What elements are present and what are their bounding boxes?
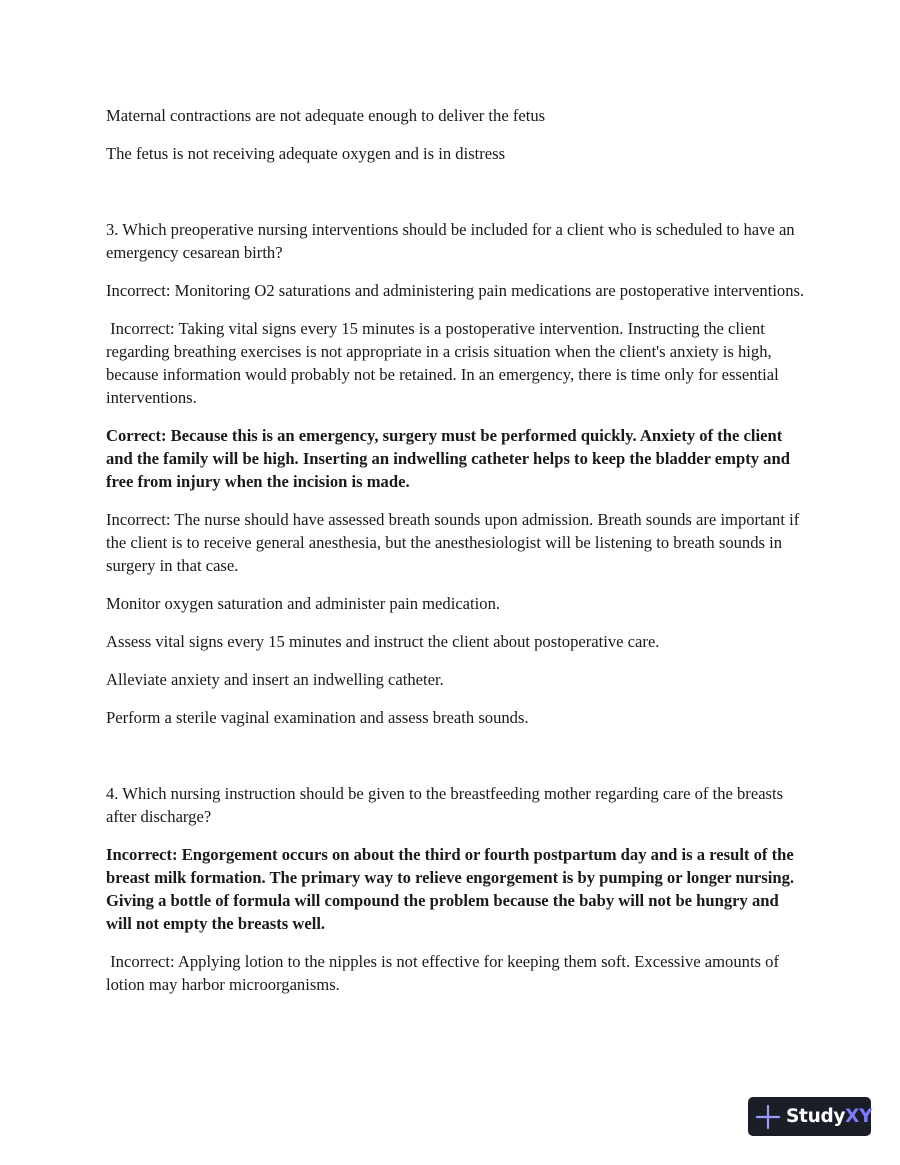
studyxy-watermark[interactable]	[748, 1097, 871, 1136]
feedback-paragraph: Incorrect: Monitoring O2 saturations and administering pain medications are postoperative interventions.	[106, 281, 805, 300]
feedback-paragraph: Incorrect: The nurse should have assessed breath sounds upon admission. Breath sounds are important if the client is to receive general anesthesia, but the anesthesiologist will be listening to breath sounds in surgery in that case.	[106, 510, 804, 575]
question-3: 3. Which preoperative nursing interventions should be included for a client who is scheduled to have an emergency cesarean birth?	[106, 220, 799, 262]
feedback-paragraph: Incorrect: Taking vital signs every 15 minutes is a postoperative intervention. Instructing the client regarding breathing exercises is not appropriate in a crisis situation when the client's anxiety is high, because information would probably not be retained. In an emergency, there is time only for essential interventions.	[106, 319, 783, 407]
section-gap	[106, 744, 806, 782]
question-4: 4. Which nursing instruction should be given to the breastfeeding mother regarding care of the breasts after discharge?	[106, 784, 788, 826]
feedback-correct: Correct: Because this is an emergency, surgery must be performed quickly. Anxiety of the client and the family will be high. Inserting an indwelling catheter helps to keep the bladder empty and free from injury when the incision is made.	[106, 426, 795, 491]
answer-option: Alleviate anxiety and insert an indwelling catheter.	[106, 670, 444, 689]
answer-option: Maternal contractions are not adequate enough to deliver the fetus	[106, 106, 546, 125]
section-gap	[106, 180, 806, 218]
brand-name-main: Study	[786, 1106, 846, 1127]
answer-option: The fetus is not receiving adequate oxygen and is in distress	[106, 144, 506, 163]
feedback-paragraph: Incorrect: Engorgement occurs on about the third or fourth postpartum day and is a result of the breast milk formation. The primary way to relieve engorgement is by pumping or longer nursing. Giving a bottle of formula will compound the problem because the baby will not be hungry and will not empty the breasts well.	[106, 845, 799, 933]
feedback-paragraph: Incorrect: Applying lotion to the nipples is not effective for keeping them soft. Excessive amounts of lotion may harbor microorganisms.	[106, 952, 784, 994]
answer-option: Assess vital signs every 15 minutes and instruct the client about postoperative care.	[106, 632, 660, 651]
answer-option: Perform a sterile vaginal examination and assess breath sounds.	[106, 708, 529, 727]
document-page	[106, 104, 806, 1011]
plus-icon	[756, 1105, 780, 1129]
answer-option: Monitor oxygen saturation and administer pain medication.	[106, 594, 501, 613]
brand-name-accent: XY	[845, 1106, 873, 1127]
brand-name	[786, 1106, 872, 1127]
